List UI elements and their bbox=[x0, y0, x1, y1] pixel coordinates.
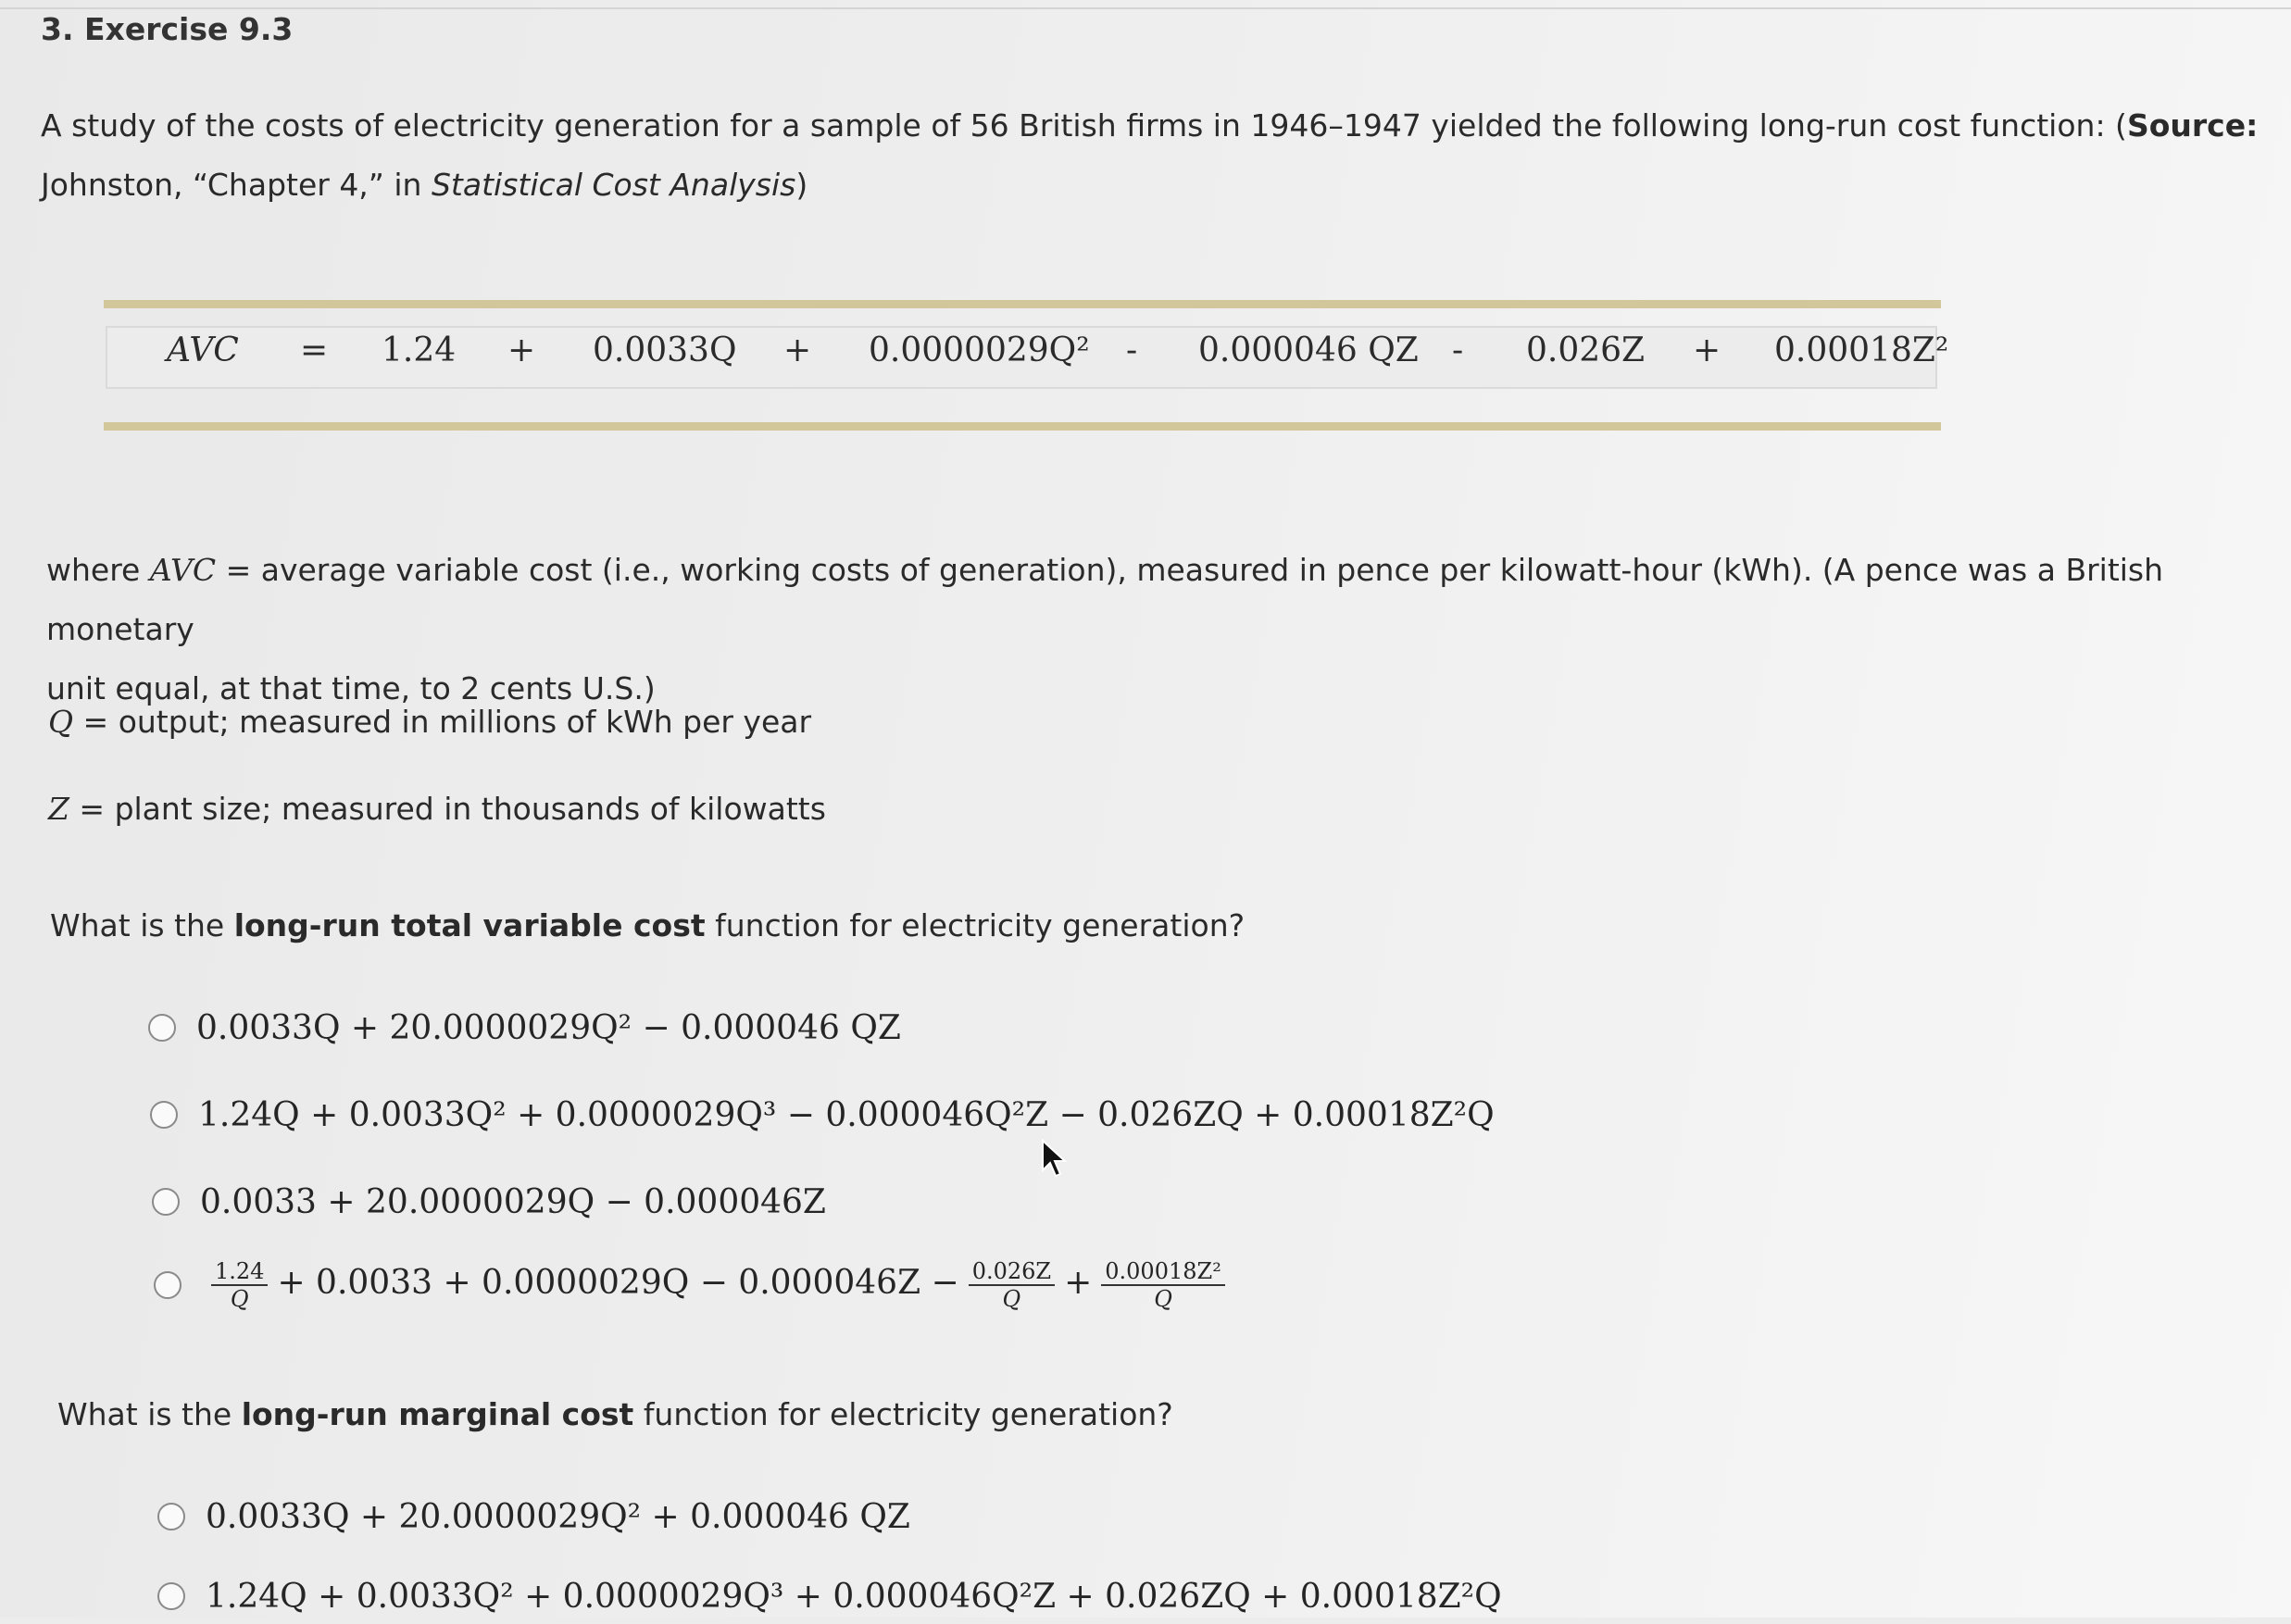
radio-button[interactable] bbox=[157, 1582, 185, 1610]
question-header: 3. Exercise 9.3 bbox=[41, 11, 294, 47]
fraction bbox=[211, 1258, 268, 1312]
z-symbol: Z bbox=[48, 791, 69, 827]
fraction bbox=[1101, 1258, 1225, 1312]
avc-def-pre: where bbox=[46, 552, 150, 588]
plus-sign: + bbox=[1064, 1264, 1093, 1302]
intro-source-label: Source: bbox=[2126, 107, 2259, 144]
part2-option-2[interactable] bbox=[157, 1568, 1502, 1624]
fraction-numerator: 1.24 bbox=[211, 1258, 268, 1286]
part2-prompt-post: function for electricity generation? bbox=[633, 1396, 1173, 1432]
part2-prompt bbox=[57, 1385, 1173, 1444]
eq-plus1: + bbox=[507, 331, 536, 369]
top-divider bbox=[0, 7, 2291, 9]
fraction-denominator: Q bbox=[230, 1286, 249, 1312]
radio-button[interactable] bbox=[148, 1014, 176, 1042]
equation-bottom-rule bbox=[104, 422, 1941, 431]
option-label: 0.0033Q + 20.0000029Q² − 0.000046 QZ bbox=[196, 1008, 901, 1047]
part1-option-1[interactable] bbox=[148, 1000, 901, 1056]
z-def-text: = plant size; measured in thousands of kilowatts bbox=[69, 791, 826, 827]
eq-minus2: - bbox=[1452, 331, 1464, 369]
radio-button[interactable] bbox=[152, 1188, 180, 1216]
fraction-denominator: Q bbox=[1154, 1286, 1172, 1312]
equation-table bbox=[106, 326, 1949, 389]
eq-term-q: 0.0033Q bbox=[593, 331, 737, 369]
equation-top-rule bbox=[104, 300, 1941, 308]
part2-option-1[interactable] bbox=[157, 1489, 910, 1544]
intro-line2-post: ) bbox=[795, 167, 808, 203]
eq-equals: = bbox=[300, 331, 329, 369]
fraction-numerator: 0.026Z bbox=[969, 1258, 1055, 1286]
eq-minus1: - bbox=[1126, 331, 1138, 369]
part1-option-4[interactable] bbox=[154, 1248, 1234, 1322]
intro-paragraph bbox=[41, 96, 2263, 215]
mouse-cursor-icon bbox=[1041, 1139, 1069, 1180]
eq-term-qz: 0.000046 QZ bbox=[1198, 331, 1419, 369]
part1-prompt bbox=[50, 896, 1245, 956]
eq-avc: AVC bbox=[167, 331, 239, 369]
part1-option-2[interactable] bbox=[150, 1087, 1495, 1143]
part1-option-3[interactable] bbox=[152, 1174, 826, 1230]
intro-line2-pre: Johnston, “Chapter 4,” in bbox=[41, 167, 432, 203]
eq-term-z2: 0.00018Z² bbox=[1774, 331, 1949, 369]
part1-prompt-post: function for electricity generation? bbox=[705, 907, 1246, 943]
part1-prompt-pre: What is the bbox=[50, 907, 234, 943]
radio-button[interactable] bbox=[154, 1271, 182, 1299]
eq-const: 1.24 bbox=[382, 331, 457, 369]
eq-plus2: + bbox=[783, 331, 812, 369]
option-label: 0.0033 + 20.0000029Q − 0.000046Z bbox=[200, 1182, 826, 1221]
option-label: 0.0033Q + 20.0000029Q² + 0.000046 QZ bbox=[206, 1497, 910, 1536]
avc-def-line2: unit equal, at that time, to 2 cents U.S.) bbox=[46, 670, 656, 706]
intro-line1: A study of the costs of electricity generation for a sample of 56 British firms in 1946–1947 yielded the following long-run cost function: ( bbox=[41, 107, 2127, 144]
avc-def-line1: = average variable cost (i.e., working costs of generation), measured in pence per kilowatt-hour (kWh). (A pence was a British monetary bbox=[46, 552, 2164, 647]
radio-button[interactable] bbox=[157, 1503, 185, 1530]
eq-term-z: 0.026Z bbox=[1526, 331, 1646, 369]
q-definition bbox=[48, 693, 811, 752]
fraction-numerator: 0.00018Z² bbox=[1101, 1258, 1225, 1286]
q-symbol: Q bbox=[48, 704, 74, 740]
option-label bbox=[202, 1258, 1234, 1312]
q-def-text: = output; measured in millions of kWh per year bbox=[73, 704, 812, 740]
option-label: 1.24Q + 0.0033Q² + 0.0000029Q³ + 0.000046Q²Z + 0.026ZQ + 0.00018Z²Q bbox=[206, 1577, 1502, 1616]
part2-prompt-pre: What is the bbox=[57, 1396, 242, 1432]
part1-prompt-bold: long-run total variable cost bbox=[233, 907, 706, 943]
avc-symbol: AVC bbox=[149, 552, 217, 588]
eq-term-q2: 0.0000029Q² bbox=[869, 331, 1090, 369]
radio-button[interactable] bbox=[150, 1101, 178, 1129]
part2-prompt-bold: long-run marginal cost bbox=[241, 1396, 634, 1432]
fraction-denominator: Q bbox=[1002, 1286, 1021, 1312]
z-definition bbox=[48, 780, 826, 839]
intro-book-title: Statistical Cost Analysis bbox=[431, 167, 796, 203]
option-middle-terms: + 0.0033 + 0.0000029Q − 0.000046Z − bbox=[277, 1264, 959, 1302]
eq-plus3: + bbox=[1693, 331, 1721, 369]
fraction bbox=[969, 1258, 1055, 1312]
option-label: 1.24Q + 0.0033Q² + 0.0000029Q³ − 0.000046Q²Z − 0.026ZQ + 0.00018Z²Q bbox=[198, 1095, 1495, 1134]
